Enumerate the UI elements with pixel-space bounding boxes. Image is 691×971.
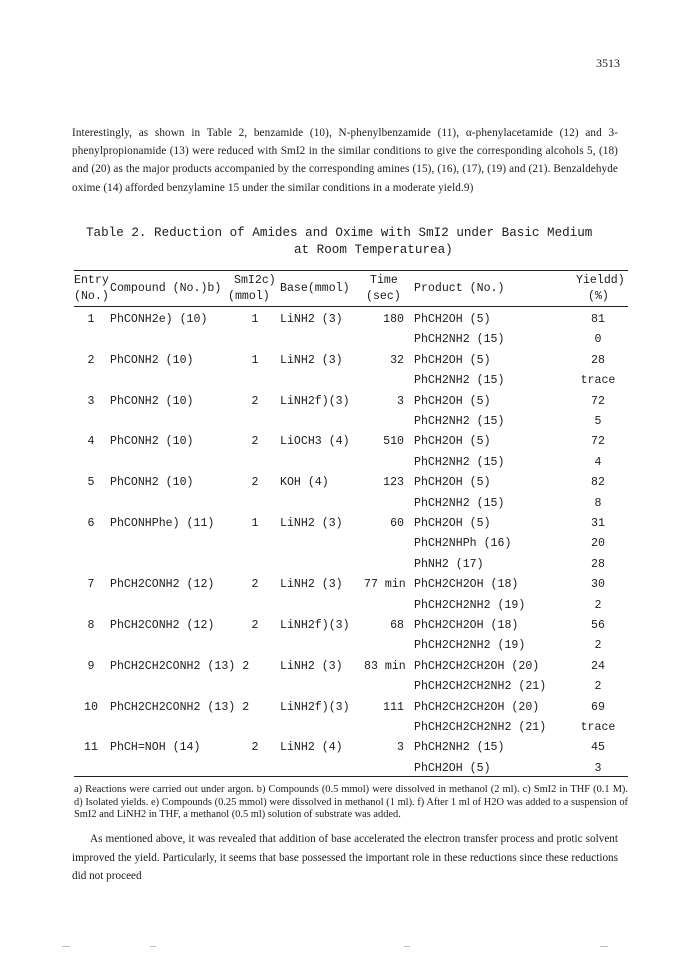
cell-entry: 11 [84, 741, 98, 755]
cell-compound: PhCH2CH2CONH2 (13) 2 [110, 700, 250, 714]
table-row [74, 721, 628, 739]
scan-mark [600, 946, 608, 947]
cell-smi2: 2 [251, 619, 259, 632]
table-row [74, 395, 628, 413]
table-row [74, 517, 628, 535]
cell-product: PhCH2CH2NH2 (19) [414, 639, 526, 653]
cell-time: 123 [383, 476, 404, 490]
cell-product: PhCH2OH (5) [414, 761, 491, 775]
cell-entry: 5 [87, 476, 95, 490]
cell-product: PhCH2NH2 (15) [414, 415, 505, 428]
cell-smi2: 1 [251, 517, 259, 530]
cell-entry: 7 [87, 578, 95, 592]
scan-mark [62, 946, 70, 947]
header-product: Product (No.) [414, 282, 505, 295]
cell-base: LiNH2 (3) [280, 578, 343, 592]
cell-yield: 72 [591, 394, 605, 408]
table-row [74, 639, 628, 657]
cell-product: PhCH2NH2 (15) [414, 455, 505, 469]
cell-time: 77 min [364, 578, 406, 592]
cell-time: 3 [397, 394, 404, 408]
cell-smi2: 2 [251, 578, 259, 592]
table-header-rule [74, 306, 628, 307]
cell-entry: 9 [87, 659, 95, 673]
cell-base: LiNH2f)(3) [280, 394, 350, 408]
cell-entry: 6 [87, 517, 95, 530]
cell-compound: PhCONHPhe) (11) [110, 517, 215, 530]
cell-time: 180 [383, 313, 404, 326]
cell-yield: 3 [594, 761, 602, 775]
table-row [74, 435, 628, 453]
cell-yield: 31 [591, 517, 605, 530]
cell-compound: PhCH=NOH (14) [110, 741, 201, 755]
table-caption-line2: at Room Temperaturea) [294, 243, 453, 257]
cell-time: 111 [383, 700, 404, 714]
table-row [74, 354, 628, 372]
cell-product: PhCH2NH2 (15) [414, 333, 505, 347]
body-paragraph-text: As mentioned above, it was revealed that addition of base accelerated the electron transfer process and protic solvent improved the yield. Particularly, it seems that base possessed the important role in these reductions since these reductions did not proceed [72, 833, 618, 883]
cell-yield: 28 [591, 557, 605, 571]
cell-smi2: 2 [251, 435, 259, 449]
cell-base: LiNH2f)(3) [280, 619, 350, 632]
cell-compound: PhCONH2 (10) [110, 353, 194, 367]
table-bottom-rule [74, 776, 628, 777]
cell-product: PhCH2OH (5) [414, 313, 491, 326]
cell-base: KOH (4) [280, 476, 329, 490]
cell-product: PhCH2OH (5) [414, 435, 491, 449]
table-row [74, 619, 628, 637]
cell-time: 83 min [364, 659, 406, 673]
cell-yield: 69 [591, 700, 605, 714]
cell-time: 510 [383, 435, 404, 449]
cell-smi2: 1 [251, 353, 259, 367]
cell-entry: 1 [87, 313, 95, 326]
table-row [74, 456, 628, 474]
table-row [74, 415, 628, 433]
cell-entry: 2 [87, 353, 95, 367]
cell-yield: 24 [591, 659, 605, 673]
table-row [74, 599, 628, 617]
cell-base: LiNH2 (3) [280, 517, 343, 530]
scan-mark [150, 946, 156, 947]
table-caption-line1: Table 2. Reduction of Amides and Oxime with SmI2 under Basic Medium [86, 226, 593, 240]
cell-yield: 28 [591, 353, 605, 367]
cell-compound: PhCH2CONH2 (12) [110, 578, 215, 592]
cell-yield: 20 [591, 537, 605, 551]
table-row [74, 741, 628, 759]
header-time: Time [370, 274, 398, 287]
cell-compound: PhCH2CONH2 (12) [110, 619, 215, 632]
cell-smi2: 1 [251, 313, 259, 326]
cell-compound: PhCONH2 (10) [110, 394, 194, 408]
cell-product: PhCH2OH (5) [414, 517, 491, 530]
cell-time: 3 [397, 741, 404, 755]
cell-yield: 2 [594, 598, 602, 612]
header-base: Base(mmol) [280, 282, 350, 295]
page-number: 3513 [596, 56, 620, 70]
cell-smi2: 2 [251, 394, 259, 408]
cell-yield: 45 [591, 741, 605, 755]
header-yield-sub: (%) [588, 290, 609, 303]
cell-product: PhCH2OH (5) [414, 353, 491, 367]
cell-product: PhCH2OH (5) [414, 394, 491, 408]
cell-base: LiNH2 (4) [280, 741, 343, 755]
header-entry: Entry [74, 274, 109, 287]
table-row [74, 701, 628, 719]
cell-entry: 10 [84, 700, 98, 714]
header-time-sub: (sec) [366, 290, 401, 303]
cell-yield: trace [580, 721, 616, 734]
cell-base: LiNH2 (3) [280, 353, 343, 367]
footnotes-text: a) Reactions were carried out under argon. b) Compounds (0.5 mmol) were dissolved in methanol (2 ml). c) SmI2 in THF (0.1 M). d) Isolated yields. e) Compounds (0.25 mmol) were dissolved in methanol (1 ml). f) After 1 ml of H2O was added to a suspension of SmI2 and LiNH2 in THF, a methanol (0.5 ml) solution of substrate was added. [74, 784, 628, 821]
cell-yield: 2 [594, 680, 602, 694]
cell-product: PhCH2CH2OH (18) [414, 578, 519, 592]
cell-smi2: 2 [251, 741, 259, 755]
cell-yield: trace [580, 374, 616, 388]
cell-product: PhNH2 (17) [414, 557, 484, 571]
intro-paragraph [72, 124, 618, 197]
cell-product: PhCH2OH (5) [414, 476, 491, 490]
cell-time: 68 [390, 619, 404, 632]
cell-yield: 4 [594, 455, 602, 469]
cell-product: PhCH2CH2CH2NH2 (21) [414, 721, 547, 734]
intro-text: Interestingly, as shown in Table 2, benzamide (10), N-phenylbenzamide (11), α-phenylacetamide (12) and 3-phenylpropionamide (13) were reduced with SmI2 in the similar conditions to give the corresponding alcohols 5, (18) and (20) as the major products accompanied by the corresponding amines (15), (16), (17), (19) and (21). Benzaldehyde oxime (14) afforded benzylamine 15 under the similar conditions in a moderate yield.9) [72, 127, 618, 194]
cell-yield: 5 [594, 415, 602, 428]
table-row [74, 578, 628, 596]
table-row [74, 558, 628, 576]
cell-base: LiNH2f)(3) [280, 700, 350, 714]
cell-time: 60 [390, 517, 404, 530]
cell-smi2: 2 [251, 476, 259, 490]
cell-yield: 0 [594, 333, 602, 347]
cell-compound: PhCONH2 (10) [110, 435, 194, 449]
cell-product: PhCH2CH2CH2NH2 (21) [414, 680, 547, 694]
cell-yield: 8 [594, 496, 602, 510]
header-smi2-sub: (mmol) [228, 290, 270, 303]
table-row [74, 313, 628, 331]
table-top-rule [74, 270, 628, 271]
cell-base: LiNH2 (3) [280, 659, 343, 673]
table-row [74, 680, 628, 698]
body-paragraph [72, 830, 618, 886]
cell-product: PhCH2NH2 (15) [414, 741, 505, 755]
cell-product: PhCH2CH2CH2OH (20) [414, 659, 540, 673]
cell-yield: 72 [591, 435, 605, 449]
table-row [74, 537, 628, 555]
table-row [74, 660, 628, 678]
cell-base: LiNH2 (3) [280, 313, 343, 326]
header-compound: Compound (No.)b) [110, 282, 222, 295]
cell-product: PhCH2CH2OH (18) [414, 619, 519, 632]
table-caption [86, 225, 646, 259]
header-smi2: SmI2c) [234, 274, 276, 287]
cell-entry: 3 [87, 394, 95, 408]
header-entry-sub: (No.) [74, 290, 109, 303]
cell-compound: PhCH2CH2CONH2 (13) 2 [110, 659, 250, 673]
cell-product: PhCH2NH2 (15) [414, 374, 505, 388]
cell-product: PhCH2CH2NH2 (19) [414, 598, 526, 612]
cell-product: PhCH2NHPh (16) [414, 537, 512, 551]
cell-yield: 2 [594, 639, 602, 653]
cell-time: 32 [390, 353, 404, 367]
table-row [74, 762, 628, 780]
table-row [74, 497, 628, 515]
cell-entry: 4 [87, 435, 95, 449]
table-row [74, 374, 628, 392]
cell-entry: 8 [87, 619, 95, 632]
header-yield: Yieldd) [576, 274, 625, 287]
cell-compound: PhCONH2e) (10) [110, 313, 208, 326]
cell-product: PhCH2CH2CH2OH (20) [414, 700, 540, 714]
cell-yield: 56 [591, 619, 605, 632]
scan-mark [404, 946, 410, 947]
table-row [74, 476, 628, 494]
table-row [74, 333, 628, 351]
table-footnotes [74, 784, 628, 822]
cell-product: PhCH2NH2 (15) [414, 496, 505, 510]
cell-yield: 82 [591, 476, 605, 490]
cell-base: LiOCH3 (4) [280, 435, 350, 449]
cell-compound: PhCONH2 (10) [110, 476, 194, 490]
cell-yield: 81 [591, 313, 605, 326]
cell-yield: 30 [591, 578, 605, 592]
